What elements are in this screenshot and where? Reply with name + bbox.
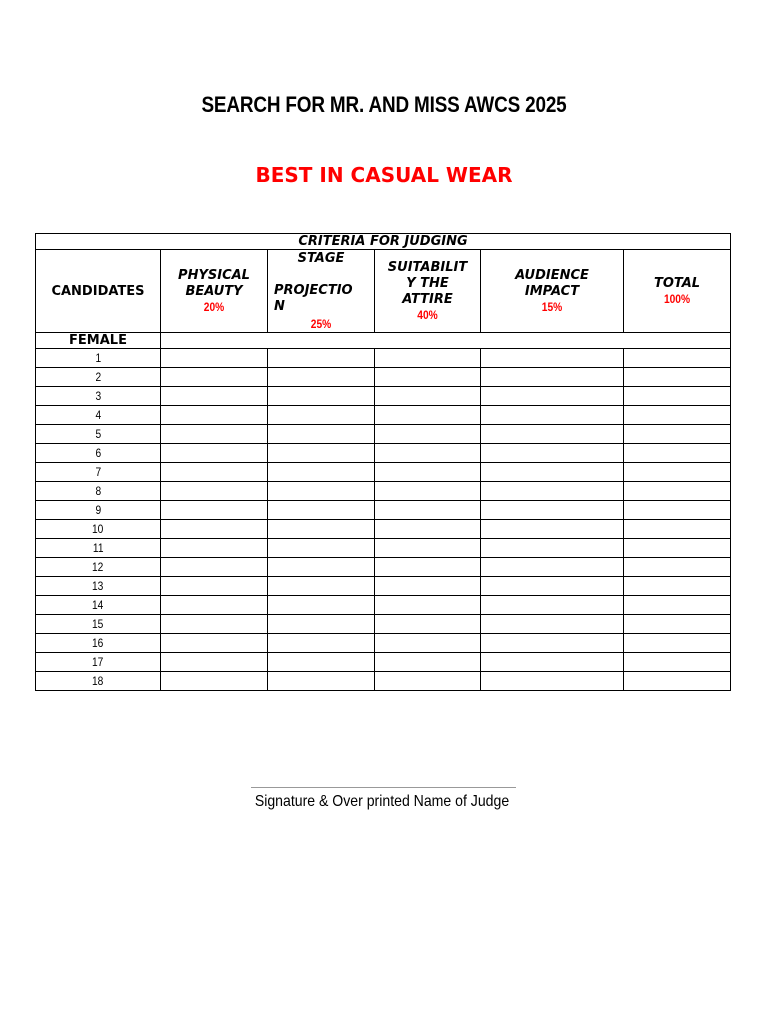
candidate-number: 3 — [95, 389, 101, 403]
score-cell[interactable] — [481, 482, 624, 501]
candidate-number: 18 — [92, 674, 104, 688]
criteria-header-row — [36, 234, 731, 250]
header-physical-beauty — [161, 250, 268, 333]
score-cell[interactable] — [624, 482, 731, 501]
judging-score-table — [35, 233, 731, 691]
header-audience-impact-label: AUDIENCE IMPACT — [515, 268, 589, 299]
score-cell[interactable] — [624, 387, 731, 406]
score-cell[interactable] — [481, 672, 624, 691]
score-cell[interactable] — [161, 349, 268, 368]
header-total-percent: 100% — [663, 292, 691, 306]
table-row — [36, 444, 731, 463]
score-cell[interactable] — [268, 615, 375, 634]
score-cell[interactable] — [624, 539, 731, 558]
header-suitability-label: SUITABILIT Y THE ATTIRE — [387, 260, 468, 307]
candidate-number-cell — [36, 349, 161, 368]
score-cell[interactable] — [375, 653, 481, 672]
score-cell[interactable] — [268, 539, 375, 558]
score-cell[interactable] — [375, 425, 481, 444]
score-cell[interactable] — [481, 463, 624, 482]
candidate-number-cell — [36, 444, 161, 463]
candidate-number-cell — [36, 672, 161, 691]
score-cell[interactable] — [268, 653, 375, 672]
score-cell[interactable] — [268, 387, 375, 406]
header-physical-beauty-percent: 20% — [203, 300, 225, 314]
table-row — [36, 558, 731, 577]
score-cell[interactable] — [268, 558, 375, 577]
score-cell[interactable] — [624, 368, 731, 387]
score-cell[interactable] — [481, 406, 624, 425]
score-cell[interactable] — [161, 634, 268, 653]
header-physical-beauty-label: PHYSICAL BEAUTY — [178, 268, 250, 299]
table-row — [36, 520, 731, 539]
score-cell[interactable] — [268, 463, 375, 482]
header-stage-projection-percent: 25% — [310, 317, 332, 331]
table-row — [36, 596, 731, 615]
score-cell[interactable] — [375, 672, 481, 691]
female-section-label: FEMALE — [36, 333, 161, 349]
document-subtitle: BEST IN CASUAL WEAR — [255, 163, 513, 187]
score-cell[interactable] — [375, 577, 481, 596]
score-cell[interactable] — [375, 558, 481, 577]
candidate-number: 2 — [95, 370, 101, 384]
candidate-number: 17 — [92, 655, 104, 669]
candidate-number-cell — [36, 634, 161, 653]
candidate-number-cell — [36, 425, 161, 444]
score-cell[interactable] — [268, 425, 375, 444]
score-cell[interactable] — [375, 387, 481, 406]
candidate-number: 10 — [92, 522, 104, 536]
table-row — [36, 577, 731, 596]
score-cell[interactable] — [268, 672, 375, 691]
header-suitability — [375, 250, 481, 333]
header-total-label: TOTAL — [653, 276, 701, 291]
score-cell[interactable] — [268, 634, 375, 653]
candidate-number: 9 — [95, 503, 101, 517]
document-title: SEARCH FOR MR. AND MISS AWCS 2025 — [201, 92, 567, 117]
table-row — [36, 387, 731, 406]
table-row — [36, 463, 731, 482]
score-cell[interactable] — [624, 615, 731, 634]
score-cell[interactable] — [161, 406, 268, 425]
score-cell[interactable] — [481, 577, 624, 596]
score-cell[interactable] — [161, 425, 268, 444]
score-cell[interactable] — [624, 406, 731, 425]
candidate-number-cell — [36, 596, 161, 615]
score-cell[interactable] — [375, 444, 481, 463]
score-cell[interactable] — [161, 444, 268, 463]
score-cell[interactable] — [375, 482, 481, 501]
score-cell[interactable] — [624, 425, 731, 444]
candidate-number-cell — [36, 387, 161, 406]
score-cell[interactable] — [624, 634, 731, 653]
score-cell[interactable] — [375, 596, 481, 615]
score-cell[interactable] — [161, 558, 268, 577]
candidate-number: 6 — [95, 446, 101, 460]
candidate-number: 4 — [95, 408, 101, 422]
female-section-row — [36, 333, 731, 349]
score-cell[interactable] — [375, 463, 481, 482]
table-row — [36, 653, 731, 672]
header-candidates-label: CANDIDATES — [51, 284, 145, 299]
score-cell[interactable] — [481, 425, 624, 444]
score-cell[interactable] — [268, 577, 375, 596]
score-cell[interactable] — [481, 615, 624, 634]
candidate-number-cell — [36, 368, 161, 387]
score-cell[interactable] — [624, 444, 731, 463]
table-row — [36, 672, 731, 691]
candidate-number: 13 — [92, 579, 104, 593]
score-cell[interactable] — [268, 520, 375, 539]
score-cell[interactable] — [375, 368, 481, 387]
table-row — [36, 634, 731, 653]
score-cell[interactable] — [161, 615, 268, 634]
score-cell[interactable] — [161, 653, 268, 672]
female-section-blank — [161, 333, 731, 349]
candidate-number: 15 — [92, 617, 104, 631]
table-row — [36, 368, 731, 387]
score-cell[interactable] — [624, 672, 731, 691]
signature-label: Signature & Over printed Name of Judge — [254, 793, 510, 810]
candidate-number: 14 — [92, 598, 104, 612]
score-cell[interactable] — [481, 596, 624, 615]
header-projection-label: PROJECTIO N — [274, 283, 353, 314]
candidate-number: 5 — [95, 427, 101, 441]
candidate-number: 1 — [95, 351, 101, 365]
candidate-number-cell — [36, 463, 161, 482]
score-cell[interactable] — [375, 615, 481, 634]
score-cell[interactable] — [268, 482, 375, 501]
score-cell[interactable] — [161, 539, 268, 558]
score-cell[interactable] — [161, 482, 268, 501]
table-row — [36, 501, 731, 520]
score-cell[interactable] — [624, 520, 731, 539]
score-cell[interactable] — [161, 501, 268, 520]
candidate-number: 11 — [92, 541, 104, 555]
table-row — [36, 349, 731, 368]
score-cell[interactable] — [624, 349, 731, 368]
candidate-number: 8 — [95, 484, 101, 498]
candidate-number-cell — [36, 539, 161, 558]
header-audience-impact — [481, 250, 624, 333]
criteria-header: CRITERIA FOR JUDGING — [36, 234, 731, 250]
score-cell[interactable] — [268, 368, 375, 387]
score-cell[interactable] — [375, 634, 481, 653]
score-cell[interactable] — [375, 520, 481, 539]
score-cell[interactable] — [268, 596, 375, 615]
candidate-number-cell — [36, 520, 161, 539]
score-cell[interactable] — [481, 634, 624, 653]
score-cell[interactable] — [161, 577, 268, 596]
candidate-number: 7 — [95, 465, 101, 479]
candidate-number-cell — [36, 501, 161, 520]
score-cell[interactable] — [268, 444, 375, 463]
score-cell[interactable] — [481, 653, 624, 672]
header-audience-impact-percent: 15% — [541, 300, 563, 314]
candidate-number-cell — [36, 406, 161, 425]
table-row — [36, 615, 731, 634]
score-cell[interactable] — [481, 387, 624, 406]
score-cell[interactable] — [268, 501, 375, 520]
score-cell[interactable] — [481, 501, 624, 520]
signature-line — [251, 787, 516, 788]
score-cell[interactable] — [624, 463, 731, 482]
candidate-number-cell — [36, 577, 161, 596]
score-cell[interactable] — [624, 558, 731, 577]
table-row — [36, 482, 731, 501]
score-cell[interactable] — [481, 349, 624, 368]
score-cell[interactable] — [481, 368, 624, 387]
column-header-row — [36, 250, 731, 333]
table-row — [36, 406, 731, 425]
candidate-number-cell — [36, 482, 161, 501]
table-row — [36, 539, 731, 558]
candidate-number: 12 — [92, 560, 104, 574]
table-row — [36, 425, 731, 444]
score-cell[interactable] — [481, 444, 624, 463]
header-total — [624, 250, 731, 333]
score-cell[interactable] — [624, 596, 731, 615]
score-cell[interactable] — [481, 520, 624, 539]
header-stage-projection — [268, 250, 375, 333]
candidate-number-cell — [36, 653, 161, 672]
header-candidates — [36, 250, 161, 333]
score-cell[interactable] — [624, 653, 731, 672]
header-stage-label: STAGE — [297, 251, 345, 266]
candidate-number-cell — [36, 615, 161, 634]
score-cell[interactable] — [375, 539, 481, 558]
score-cell[interactable] — [481, 558, 624, 577]
score-cell[interactable] — [268, 349, 375, 368]
score-cell[interactable] — [624, 577, 731, 596]
score-cell[interactable] — [375, 406, 481, 425]
score-cell[interactable] — [161, 387, 268, 406]
score-cell[interactable] — [375, 349, 481, 368]
score-cell[interactable] — [161, 672, 268, 691]
score-cell[interactable] — [161, 596, 268, 615]
score-cell[interactable] — [161, 463, 268, 482]
score-cell[interactable] — [161, 368, 268, 387]
score-cell[interactable] — [624, 501, 731, 520]
score-cell[interactable] — [481, 539, 624, 558]
score-cell[interactable] — [268, 406, 375, 425]
score-cell[interactable] — [161, 520, 268, 539]
score-cell[interactable] — [375, 501, 481, 520]
candidate-number: 16 — [92, 636, 104, 650]
header-suitability-percent: 40% — [417, 308, 438, 322]
candidate-number-cell — [36, 558, 161, 577]
